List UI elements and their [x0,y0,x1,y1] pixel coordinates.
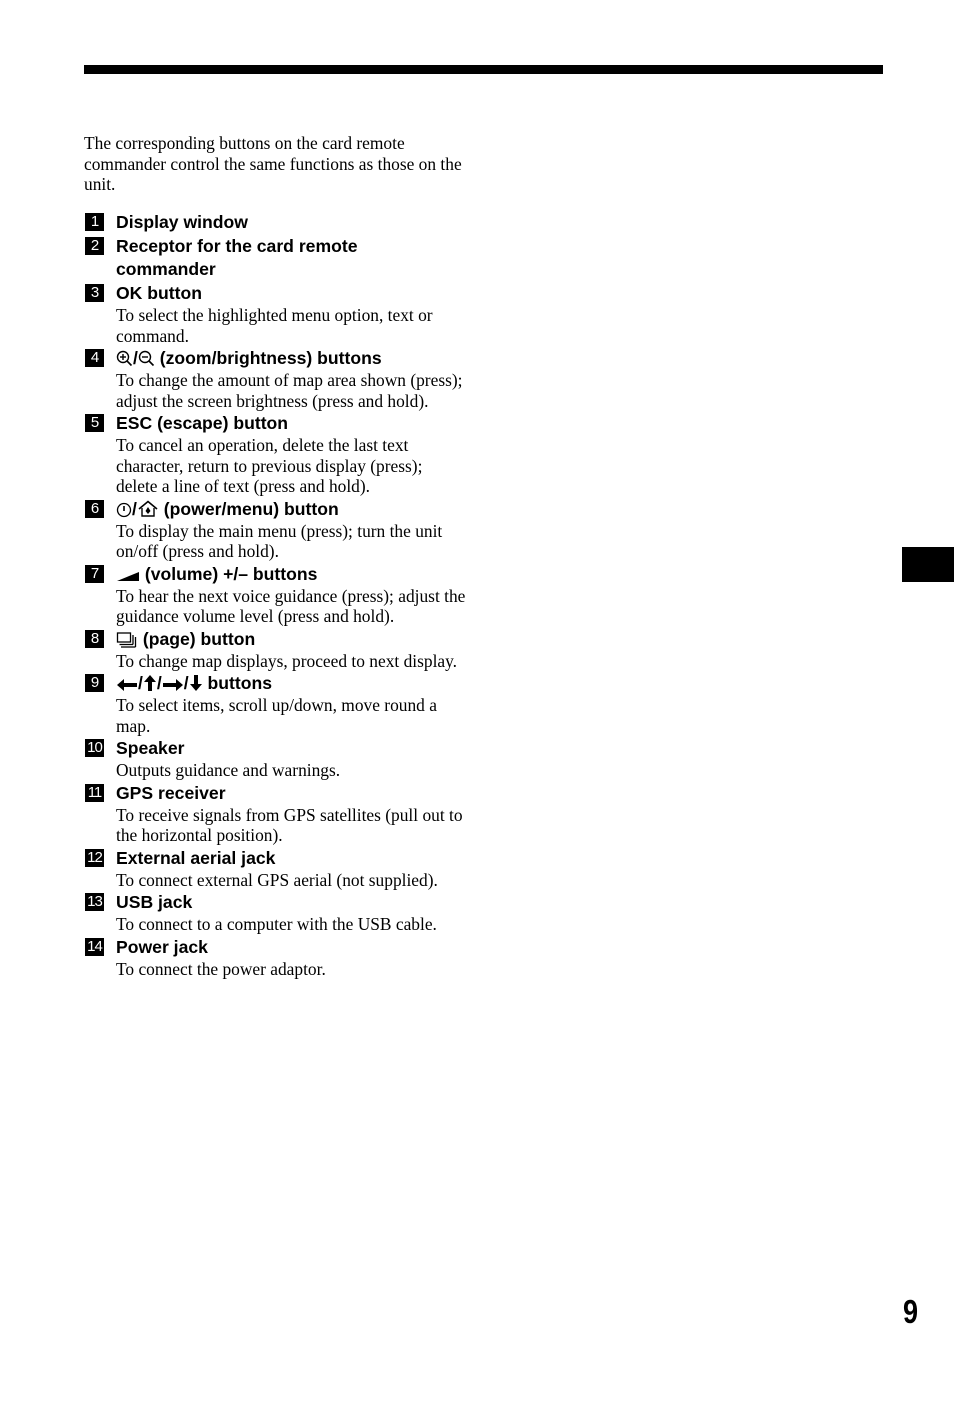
item-number: 12 [85,849,104,867]
item-number: 6 [85,500,104,518]
item-number: 13 [85,893,104,911]
intro-paragraph: The corresponding buttons on the card remote commander control the same functions as those on the unit. [84,133,462,194]
item-title-row: / (power/menu) button [116,498,474,521]
arrow-up-icon [143,674,157,692]
item-title: Receptor for the card remote commander [116,236,358,279]
item-title: External aerial jack [116,847,276,868]
item-number: 7 [85,565,104,583]
item-number: 8 [85,630,104,648]
list-item [84,891,474,935]
item-description: To connect the power adaptor. [116,958,326,979]
page-icon [116,631,138,648]
list-item [84,412,474,497]
item-title: (page) button [138,628,256,649]
list-item [84,347,474,411]
item-title-row: / (zoom/brightness) buttons [116,347,474,370]
power-icon [116,501,132,518]
item-number: 2 [85,237,104,255]
list-item [84,563,474,627]
arrow-left-icon [116,678,138,692]
item-title: (zoom/brightness) buttons [154,348,382,368]
item-title-row [116,563,474,586]
item-title: buttons [202,673,273,693]
volume-icon [116,569,140,583]
arrow-down-icon [189,674,203,692]
list-item [84,282,474,346]
item-description: To cancel an operation, delete the last text character, return to previous display (press); delete a line of text (press and hold). [116,435,423,496]
list-item [84,628,474,672]
item-title: (power/menu) button [158,498,339,519]
header-rule [84,65,883,74]
item-description: To receive signals from GPS satellites (pull out to the horizontal position). [116,804,463,845]
item-description: To select the highlighted menu option, text or command. [116,305,433,346]
list-item [84,782,474,846]
item-title: Power jack [116,936,208,957]
zoom-out-icon [138,350,155,367]
item-description: To change the amount of map area shown (press); adjust the screen brightness (press and hold). [116,370,463,411]
parts-list [84,211,474,979]
item-number: 4 [85,349,104,367]
item-description: To select items, scroll up/down, move round a map. [116,695,437,736]
list-item [84,847,474,891]
item-title-row: / / / buttons [116,672,474,695]
item-title: GPS receiver [116,782,226,803]
list-item [84,672,474,736]
list-item [84,737,474,781]
item-title: Speaker [116,738,185,758]
item-title: (volume) +/– buttons [140,563,318,584]
page-number: 9 [903,1293,919,1330]
list-item [84,498,474,562]
list-item [84,211,474,234]
item-number: 5 [85,414,104,432]
item-description: Outputs guidance and warnings. [116,760,341,780]
list-item [84,235,474,281]
list-item [84,936,474,980]
item-description: To display the main menu (press); turn the unit on/off (press and hold). [116,520,443,561]
item-description: To connect to a computer with the USB cable. [116,914,437,934]
item-number: 9 [85,674,104,692]
section-tab [902,547,954,582]
item-number: 11 [85,784,104,802]
item-title: OK button [116,283,202,303]
item-number: 1 [85,213,104,231]
home-icon [137,500,159,518]
item-title-row [116,628,474,651]
item-title: USB jack [116,892,193,912]
item-number: 14 [85,938,104,956]
item-description: To connect external GPS aerial (not supplied). [116,869,438,890]
item-title: Display window [116,212,248,232]
zoom-in-icon [116,350,133,367]
item-number: 3 [85,284,104,302]
arrow-right-icon [162,678,184,692]
item-number: 10 [85,739,104,757]
item-description: To change map displays, proceed to next display. [116,650,458,671]
item-description: To hear the next voice guidance (press); adjust the guidance volume level (press and hold). [116,585,466,626]
item-title: ESC (escape) button [116,413,289,433]
